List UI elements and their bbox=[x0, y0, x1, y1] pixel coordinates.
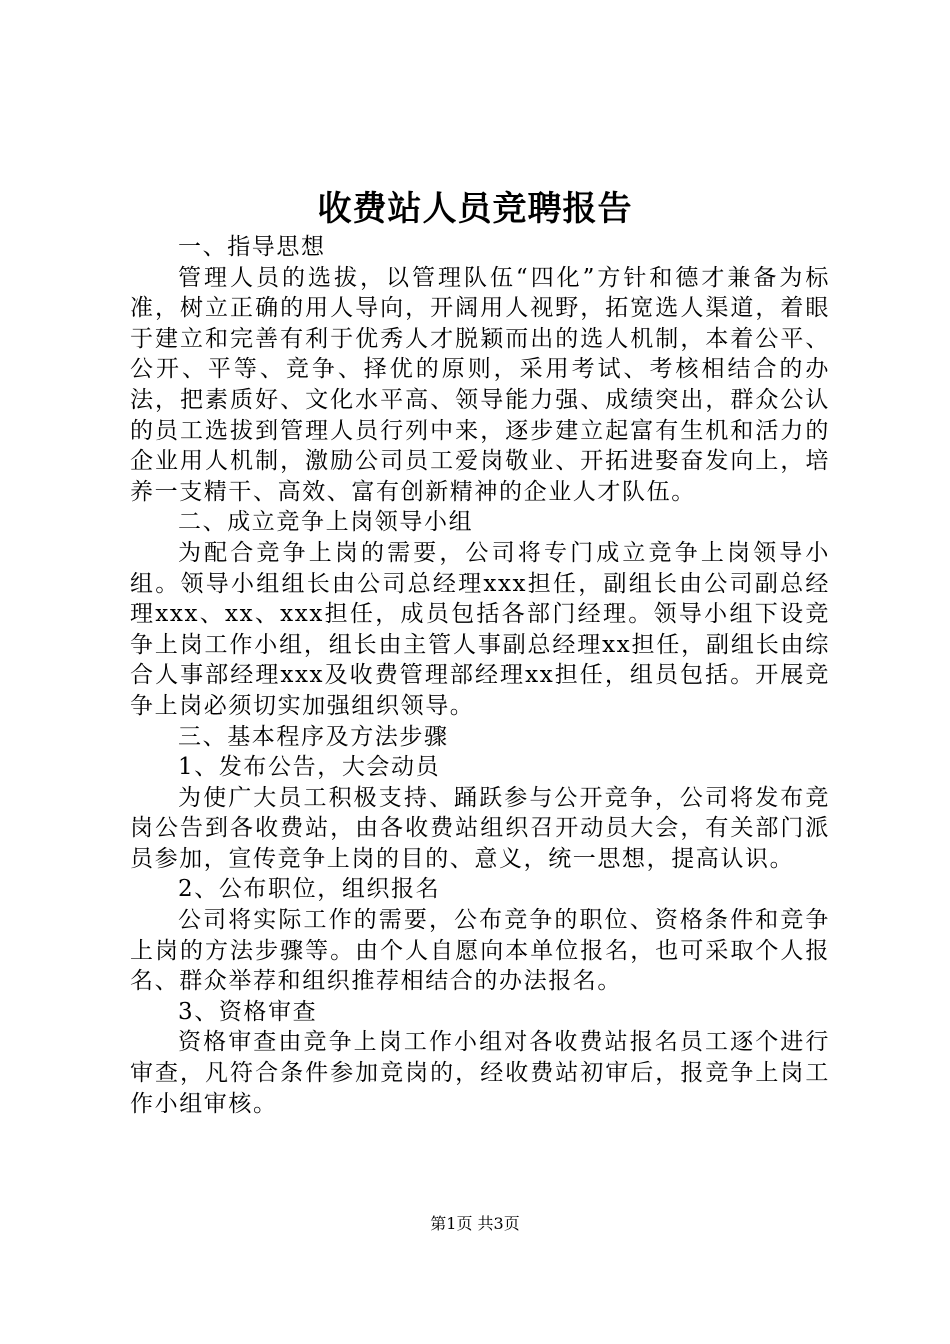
section-heading: 一、指导思想 bbox=[178, 234, 326, 260]
subsection-heading: 2、公布职位，组织报名 bbox=[178, 876, 441, 903]
body-paragraph: 为配合竞争上岗的需要，公司将专门成立竞争上岗领导小组。领导小组组长由公司总经理xxx担任，副组长由公司副总经理xxx、xx、xxx担任，成员包括各部门经理。领导小组下设竞争上岗工作小组，组长由主管人事副总经理xx担任，副组长由综合人事部经理xxx及收费管理部经理xx担任，组员包括。开展竞争上岗必须切实加强组织领导。 bbox=[130, 539, 830, 719]
subsection-heading: 1、发布公告，大会动员 bbox=[178, 754, 441, 781]
section-heading: 三、基本程序及方法步骤 bbox=[178, 723, 449, 750]
body-paragraph: 资格审查由竞争上岗工作小组对各收费站报名员工逐个进行审查，凡符合条件参加竞岗的，经收费站初审后，报竞争上岗工作小组审核。 bbox=[130, 1029, 830, 1117]
document-body bbox=[130, 232, 830, 1119]
page-number-footer: 第1页 共3页 bbox=[430, 1214, 520, 1233]
body-paragraph: 管理人员的选拔，以管理队伍“四化”方针和德才兼备为标准，树立正确的用人导向，开阔用人视野，拓宽选人渠道，着眼于建立和完善有利于优秀人才脱颖而出的选人机制，本着公平、公开、平等、竞争、择优的原则，采用考试、考核相结合的办法，把素质好、文化水平高、领导能力强、成绩突出，群众公认的员工选拔到管理人员行列中来，逐步建立起富有生机和活力的企业用人机制，激励公司员工爱岗敬业、开拓进娶奋发向上，培养一支精干、高效、富有创新精神的企业人才队伍。 bbox=[130, 264, 830, 505]
body-paragraph: 为使广大员工积极支持、踊跃参与公开竞争，公司将发布竞岗公告到各收费站，由各收费站组织召开动员大会，有关部门派员参加，宣传竞争上岗的目的、意义，统一思想，提高认识。 bbox=[130, 784, 830, 872]
subsection-heading: 3、资格审查 bbox=[178, 998, 318, 1025]
body-paragraph: 公司将实际工作的需要，公布竞争的职位、资格条件和竞争上岗的方法步骤等。由个人自愿向本单位报名，也可采取个人报名、群众举荐和组织推荐相结合的办法报名。 bbox=[130, 907, 830, 995]
document-title: 收费站人员竞聘报告 bbox=[317, 189, 633, 229]
section-heading: 二、成立竞争上岗领导小组 bbox=[178, 509, 474, 536]
